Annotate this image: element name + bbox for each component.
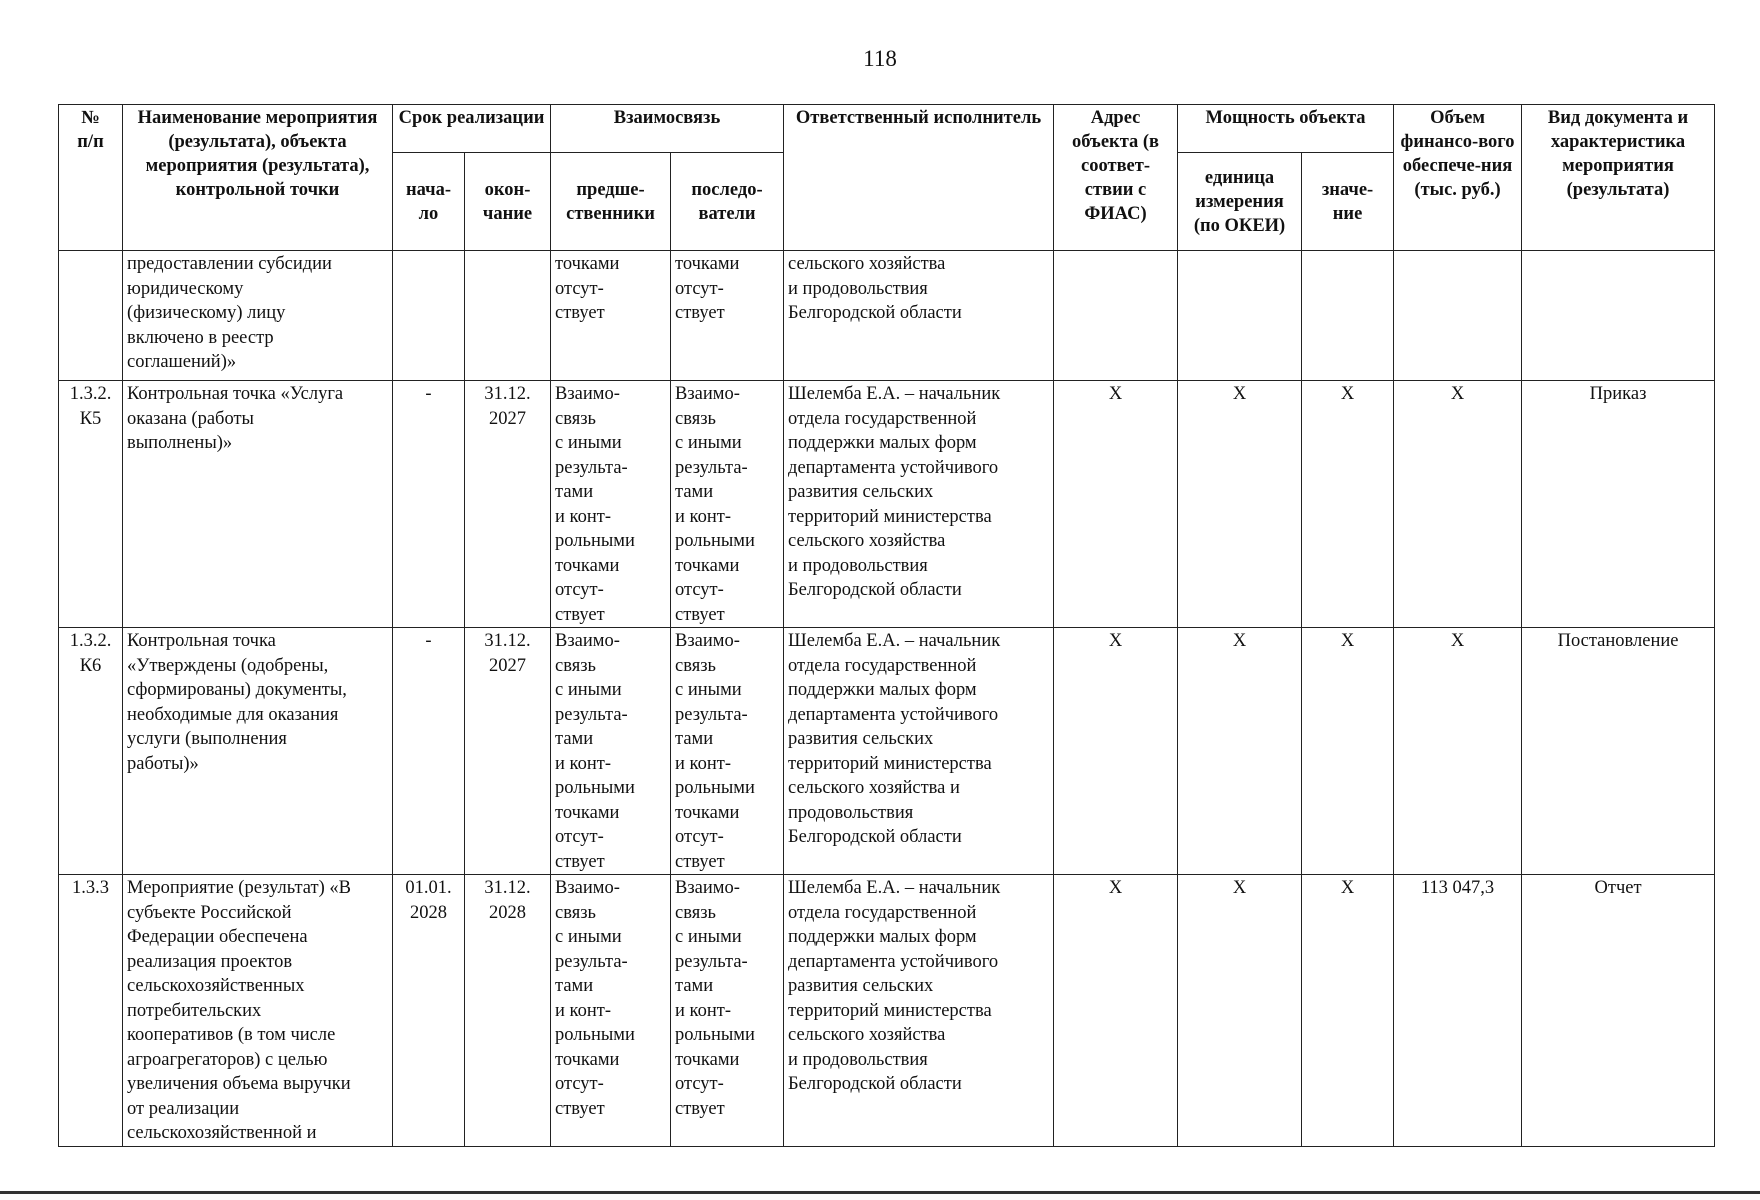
row-address: X <box>1054 628 1178 875</box>
row-responsible: сельского хозяйства и продовольствия Белгородской области <box>784 251 1054 381</box>
header-responsible: Ответственный исполнитель <box>784 105 1054 251</box>
row-value: X <box>1302 628 1394 875</box>
row-finance: X <box>1394 381 1522 628</box>
row-end <box>465 251 551 381</box>
row-finance: X <box>1394 628 1522 875</box>
table-row <box>59 628 1715 875</box>
page-number: 118 <box>863 46 897 71</box>
row-doc: Постановление <box>1522 628 1715 875</box>
table-row <box>59 875 1715 1147</box>
row-value <box>1302 251 1394 381</box>
row-address: X <box>1054 381 1178 628</box>
header-capacity: Мощность объекта <box>1178 105 1394 153</box>
header-name: Наименование мероприятия (результата), объекта мероприятия (результата), контрольной точки <box>123 105 393 251</box>
row-name: предоставлении субсидии юридическому (физическому) лицу включено в реестр соглашений)» <box>123 251 393 381</box>
row-end: 31.12. 2028 <box>465 875 551 1147</box>
row-value: X <box>1302 875 1394 1147</box>
row-address: X <box>1054 875 1178 1147</box>
row-responsible: Шелемба Е.А. – начальник отдела государственной поддержки малых форм департамента устойчивого развития сельских территорий министерства сельского хозяйства и продовольствия Белгородской области <box>784 875 1054 1147</box>
row-start <box>393 251 465 381</box>
row-prev: Взаимо- связь с иными результа- тами и конт- рольными точками отсут- ствует <box>551 628 671 875</box>
header-rel-prev: предше- ственники <box>551 153 671 251</box>
header-finance: Объем финансо-вого обеспече-ния (тыс. руб.) <box>1394 105 1522 251</box>
row-address <box>1054 251 1178 381</box>
row-finance: 113 047,3 <box>1394 875 1522 1147</box>
row-prev: Взаимо- связь с иными результа- тами и конт- рольными точками отсут- ствует <box>551 381 671 628</box>
row-next: точками отсут- ствует <box>671 251 784 381</box>
header-doc-type: Вид документа и характеристика мероприятия (результата) <box>1522 105 1715 251</box>
table-row <box>59 251 1715 381</box>
measures-table <box>58 104 1715 1147</box>
row-start: - <box>393 628 465 875</box>
table-row <box>59 381 1715 628</box>
row-value: X <box>1302 381 1394 628</box>
row-end: 31.12. 2027 <box>465 628 551 875</box>
row-doc: Отчет <box>1522 875 1715 1147</box>
page-edge-line <box>0 1191 1760 1194</box>
header-term-end: окон- чание <box>465 153 551 251</box>
row-name: Мероприятие (результат) «В субъекте Российской Федерации обеспечена реализация проектов сельскохозяйственных потребительских кооперативов (в том числе агроагрегаторов) с целью увеличения объема выручки от реализации сельскохозяйственной и <box>123 875 393 1147</box>
row-start: 01.01. 2028 <box>393 875 465 1147</box>
header-term: Срок реализации <box>393 105 551 153</box>
row-num: 1.3.2. К6 <box>59 628 123 875</box>
row-next: Взаимо- связь с иными результа- тами и конт- рольными точками отсут- ствует <box>671 628 784 875</box>
row-doc <box>1522 251 1715 381</box>
row-name: Контрольная точка «Услуга оказана (работы выполнены)» <box>123 381 393 628</box>
row-unit: X <box>1178 381 1302 628</box>
header-cap-unit: единица измерения (по ОКЕИ) <box>1178 153 1302 251</box>
header-rel-next: последо- ватели <box>671 153 784 251</box>
row-finance <box>1394 251 1522 381</box>
header-cap-value: значе- ние <box>1302 153 1394 251</box>
row-next: Взаимо- связь с иными результа- тами и конт- рольными точками отсут- ствует <box>671 875 784 1147</box>
row-unit: X <box>1178 628 1302 875</box>
row-num: 1.3.2. К5 <box>59 381 123 628</box>
row-responsible: Шелемба Е.А. – начальник отдела государственной поддержки малых форм департамента устойчивого развития сельских территорий министерства сельского хозяйства и продовольствия Белгородской области <box>784 628 1054 875</box>
row-responsible: Шелемба Е.А. – начальник отдела государственной поддержки малых форм департамента устойчивого развития сельских территорий министерства сельского хозяйства и продовольствия Белгородской области <box>784 381 1054 628</box>
row-prev: точками отсут- ствует <box>551 251 671 381</box>
header-address: Адрес объекта (в соответ-ствии с ФИАС) <box>1054 105 1178 251</box>
row-num: 1.3.3 <box>59 875 123 1147</box>
row-num <box>59 251 123 381</box>
header-term-start: нача- ло <box>393 153 465 251</box>
row-prev: Взаимо- связь с иными результа- тами и конт- рольными точками отсут- ствует <box>551 875 671 1147</box>
row-start: - <box>393 381 465 628</box>
header-num: № п/п <box>59 105 123 251</box>
row-end: 31.12. 2027 <box>465 381 551 628</box>
row-doc: Приказ <box>1522 381 1715 628</box>
row-unit <box>1178 251 1302 381</box>
row-next: Взаимо- связь с иными результа- тами и конт- рольными точками отсут- ствует <box>671 381 784 628</box>
row-unit: X <box>1178 875 1302 1147</box>
row-name: Контрольная точка «Утверждены (одобрены, сформированы) документы, необходимые для оказания услуги (выполнения работы)» <box>123 628 393 875</box>
header-relation: Взаимосвязь <box>551 105 784 153</box>
